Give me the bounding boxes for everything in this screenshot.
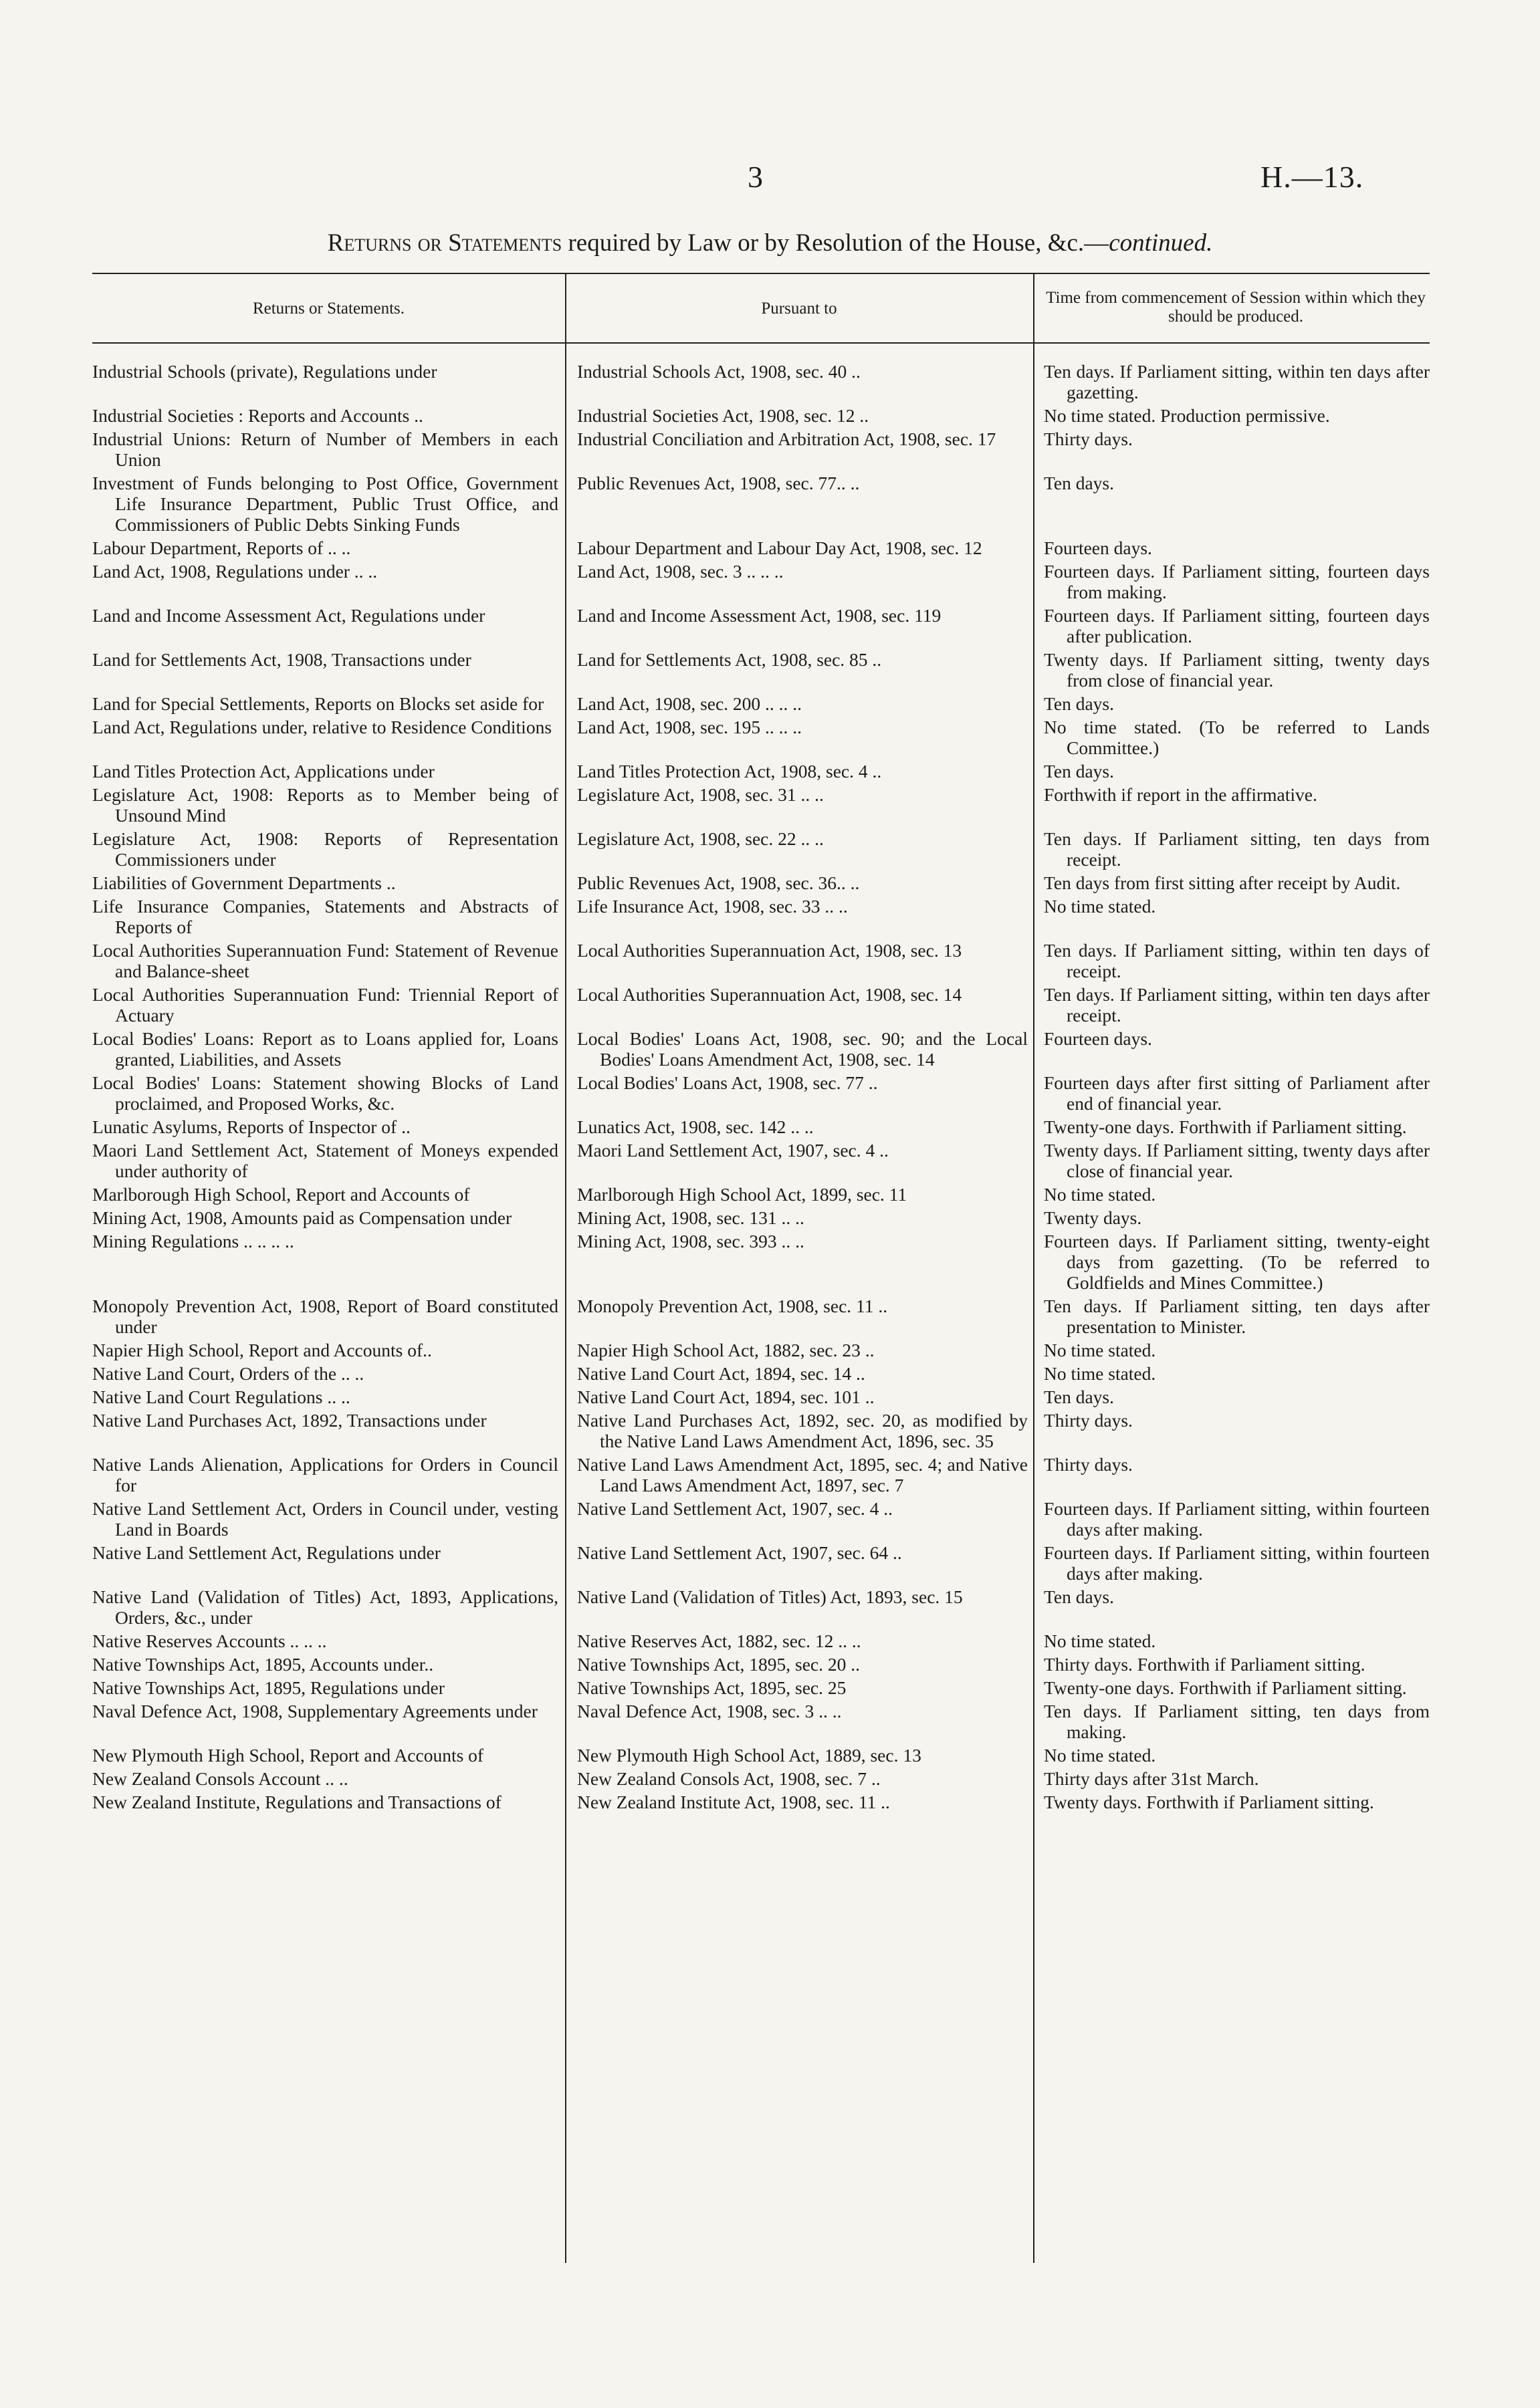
- returns-cell: Native Land (Validation of Titles) Act, 1893, Applications, Orders, &c., under: [92, 1586, 558, 1628]
- table-row: [92, 473, 1430, 535]
- pursuant-cell: Native Townships Act, 1895, sec. 20 ..: [577, 1654, 861, 1675]
- table-row: [92, 649, 1430, 691]
- pursuant-cell: New Zealand Institute Act, 1908, sec. 11 ..: [577, 1792, 890, 1812]
- time-cell: Twenty-one days. Forthwith if Parliament sitting.: [1044, 1116, 1407, 1137]
- time-cell: Ten days.: [1044, 473, 1114, 493]
- table-row: [92, 1410, 1430, 1451]
- returns-cell: Maori Land Settlement Act, Statement of Moneys expended under authority of: [92, 1140, 558, 1181]
- pursuant-cell: Lunatics Act, 1908, sec. 142 .. ..: [577, 1116, 814, 1137]
- time-cell: No time stated.: [1044, 1745, 1156, 1766]
- table-row: [92, 1363, 1430, 1384]
- pursuant-cell: Native Land (Validation of Titles) Act, 1893, sec. 15: [577, 1586, 963, 1607]
- returns-cell: Land Act, 1908, Regulations under .. ..: [92, 561, 378, 582]
- returns-cell: Native Reserves Accounts .. .. ..: [92, 1631, 327, 1651]
- table-body: [92, 361, 1430, 1815]
- returns-cell: Native Land Court Regulations .. ..: [92, 1387, 350, 1407]
- time-cell: Ten days. If Parliament sitting, ten days after presentation to Minister.: [1044, 1296, 1430, 1337]
- time-cell: Ten days from first sitting after receipt by Audit.: [1044, 872, 1401, 893]
- time-cell: No time stated. (To be referred to Lands Committee.): [1044, 717, 1430, 758]
- pursuant-cell: Mining Act, 1908, sec. 131 .. ..: [577, 1207, 804, 1228]
- time-cell: Twenty-one days. Forthwith if Parliament sitting.: [1044, 1677, 1407, 1698]
- returns-cell: Legislature Act, 1908: Reports as to Member being of Unsound Mind: [92, 784, 558, 826]
- returns-cell: Land for Settlements Act, 1908, Transactions under: [92, 649, 471, 670]
- returns-table: [92, 273, 1430, 2263]
- title-or: or: [417, 229, 442, 257]
- time-cell: No time stated.: [1044, 896, 1156, 917]
- table-row: [92, 1745, 1430, 1766]
- table-row: [92, 896, 1430, 937]
- pursuant-cell: Naval Defence Act, 1908, sec. 3 .. ..: [577, 1701, 842, 1721]
- table-row: [92, 537, 1430, 558]
- time-cell: Fourteen days. If Parliament sitting, within fourteen days after making.: [1044, 1498, 1430, 1540]
- returns-cell: Industrial Unions: Return of Number of Members in each Union: [92, 429, 558, 470]
- returns-cell: Native Land Settlement Act, Regulations under: [92, 1542, 441, 1563]
- column-header-time: Time from commencement of Session within which they should be produced.: [1046, 289, 1426, 326]
- pursuant-cell: Marlborough High School Act, 1899, sec. 11: [577, 1184, 907, 1205]
- pursuant-cell: Land Titles Protection Act, 1908, sec. 4 ..: [577, 761, 882, 781]
- time-cell: Ten days. If Parliament sitting, within ten days of receipt.: [1044, 940, 1430, 981]
- returns-cell: New Plymouth High School, Report and Accounts of: [92, 1745, 484, 1766]
- returns-cell: New Zealand Institute, Regulations and Transactions of: [92, 1792, 502, 1812]
- table-row: [92, 1542, 1430, 1584]
- table-row: [92, 984, 1430, 1026]
- table-row: [92, 405, 1430, 426]
- returns-cell: Lunatic Asylums, Reports of Inspector of ..: [92, 1116, 411, 1137]
- page-title: [0, 229, 1540, 257]
- pursuant-cell: Maori Land Settlement Act, 1907, sec. 4 ..: [577, 1140, 889, 1161]
- returns-cell: Land Titles Protection Act, Applications under: [92, 761, 435, 781]
- table-row: [92, 784, 1430, 826]
- pursuant-cell: Land Act, 1908, sec. 200 .. .. ..: [577, 693, 802, 714]
- time-cell: Twenty days. Forthwith if Parliament sitting.: [1044, 1792, 1374, 1812]
- time-cell: Fourteen days after first sitting of Parliament after end of financial year.: [1044, 1072, 1430, 1114]
- pursuant-cell: Mining Act, 1908, sec. 393 .. ..: [577, 1231, 804, 1251]
- time-cell: Ten days. If Parliament sitting, within ten days after receipt.: [1044, 984, 1430, 1026]
- table-row: [92, 828, 1430, 870]
- column-header-pursuant: Pursuant to: [761, 299, 837, 318]
- pursuant-cell: Public Revenues Act, 1908, sec. 77.. ..: [577, 473, 860, 493]
- returns-cell: Industrial Schools (private), Regulations under: [92, 361, 437, 382]
- pursuant-cell: Land and Income Assessment Act, 1908, sec. 119: [577, 605, 942, 626]
- table-row: [92, 1296, 1430, 1337]
- time-cell: Ten days.: [1044, 1387, 1114, 1407]
- returns-cell: Legislature Act, 1908: Reports of Representation Commissioners under: [92, 828, 558, 870]
- pursuant-cell: Public Revenues Act, 1908, sec. 36.. ..: [577, 872, 860, 893]
- pursuant-cell: Local Bodies' Loans Act, 1908, sec. 77 ..: [577, 1072, 878, 1093]
- pursuant-cell: Native Land Court Act, 1894, sec. 101 ..: [577, 1387, 875, 1407]
- pursuant-cell: New Zealand Consols Act, 1908, sec. 7 ..: [577, 1768, 881, 1789]
- returns-cell: Marlborough High School, Report and Accounts of: [92, 1184, 470, 1205]
- title-returns: Returns: [327, 229, 412, 257]
- returns-cell: Land Act, Regulations under, relative to Residence Conditions: [92, 717, 552, 737]
- returns-cell: Monopoly Prevention Act, 1908, Report of Board constituted under: [92, 1296, 558, 1337]
- returns-cell: Liabilities of Government Departments ..: [92, 872, 396, 893]
- pursuant-cell: Native Townships Act, 1895, sec. 25: [577, 1677, 847, 1698]
- pursuant-cell: Native Reserves Act, 1882, sec. 12 .. ..: [577, 1631, 861, 1651]
- time-cell: Twenty days. If Parliament sitting, twenty days after close of financial year.: [1044, 1140, 1430, 1181]
- pursuant-cell: Land for Settlements Act, 1908, sec. 85 ..: [577, 649, 882, 670]
- header-bottom-rule: [92, 342, 1430, 344]
- time-cell: Ten days. If Parliament sitting, ten days from making.: [1044, 1701, 1430, 1742]
- table-row: [92, 717, 1430, 758]
- table-row: [92, 1701, 1430, 1742]
- returns-cell: Native Lands Alienation, Applications for Orders in Council for: [92, 1454, 558, 1495]
- returns-cell: Mining Regulations .. .. .. ..: [92, 1231, 294, 1251]
- title-statements: Statements: [448, 229, 562, 257]
- table-row: [92, 1792, 1430, 1812]
- returns-cell: Investment of Funds belonging to Post Office, Government Life Insurance Department, Public Trust Office, and Commissioners of Public Debts Sinking Funds: [92, 473, 558, 535]
- time-cell: Thirty days. Forthwith if Parliament sitting.: [1044, 1654, 1365, 1675]
- time-cell: No time stated.: [1044, 1363, 1156, 1384]
- pursuant-cell: Native Land Purchases Act, 1892, sec. 20, as modified by the Native Land Laws Amendment Act, 1896, sec. 35: [577, 1410, 1028, 1451]
- table-row: [92, 693, 1430, 714]
- returns-cell: Local Authorities Superannuation Fund: Triennial Report of Actuary: [92, 984, 558, 1026]
- pursuant-cell: Life Insurance Act, 1908, sec. 33 .. ..: [577, 896, 848, 917]
- table-row: [92, 361, 1430, 402]
- time-cell: No time stated. Production permissive.: [1044, 405, 1330, 426]
- time-cell: No time stated.: [1044, 1184, 1156, 1205]
- time-cell: Thirty days.: [1044, 1410, 1133, 1431]
- pursuant-cell: Industrial Societies Act, 1908, sec. 12 ..: [577, 405, 869, 426]
- table-row: [92, 872, 1430, 893]
- returns-cell: Native Townships Act, 1895, Accounts under..: [92, 1654, 434, 1675]
- document-code: H.—13.: [1260, 160, 1364, 194]
- time-cell: Fourteen days. If Parliament sitting, fourteen days from making.: [1044, 561, 1430, 602]
- table-row: [92, 605, 1430, 646]
- returns-cell: Labour Department, Reports of .. ..: [92, 537, 351, 558]
- pursuant-cell: Local Authorities Superannuation Act, 1908, sec. 14: [577, 984, 962, 1005]
- time-cell: Fourteen days. If Parliament sitting, within fourteen days after making.: [1044, 1542, 1430, 1584]
- returns-cell: Land for Special Settlements, Reports on Blocks set aside for: [92, 693, 544, 714]
- table-row: [92, 1028, 1430, 1070]
- time-cell: No time stated.: [1044, 1631, 1156, 1651]
- table-row: [92, 1184, 1430, 1205]
- time-cell: Fourteen days. If Parliament sitting, fourteen days after publication.: [1044, 605, 1430, 646]
- time-cell: Fourteen days. If Parliament sitting, twenty-eight days from gazetting. (To be referred to Goldfields and Mines Committee.): [1044, 1231, 1430, 1293]
- returns-cell: Native Land Purchases Act, 1892, Transactions under: [92, 1410, 487, 1431]
- time-cell: Ten days.: [1044, 693, 1114, 714]
- table-top-rule: [92, 273, 1430, 274]
- time-cell: Fourteen days.: [1044, 537, 1152, 558]
- time-cell: Ten days. If Parliament sitting, within ten days after gazetting.: [1044, 361, 1430, 402]
- table-row: [92, 1231, 1430, 1293]
- table-row: [92, 1207, 1430, 1228]
- pursuant-cell: Local Bodies' Loans Act, 1908, sec. 90; and the Local Bodies' Loans Amendment Act, 1908, sec. 14: [577, 1028, 1028, 1070]
- time-cell: Ten days. If Parliament sitting, ten days from receipt.: [1044, 828, 1430, 870]
- table-row: [92, 1340, 1430, 1360]
- pursuant-cell: New Plymouth High School Act, 1889, sec. 13: [577, 1745, 921, 1766]
- time-cell: Fourteen days.: [1044, 1028, 1152, 1049]
- returns-cell: New Zealand Consols Account .. ..: [92, 1768, 348, 1789]
- pursuant-cell: Legislature Act, 1908, sec. 31 .. ..: [577, 784, 824, 805]
- time-cell: Thirty days after 31st March.: [1044, 1768, 1259, 1789]
- page-number: 3: [748, 160, 763, 194]
- pursuant-cell: Native Land Laws Amendment Act, 1895, sec. 4; and Native Land Laws Amendment Act, 1897, sec. 7: [577, 1454, 1028, 1495]
- returns-cell: Local Bodies' Loans: Report as to Loans applied for, Loans granted, Liabilities, and Assets: [92, 1028, 558, 1070]
- pursuant-cell: Industrial Schools Act, 1908, sec. 40 ..: [577, 361, 861, 382]
- time-cell: Thirty days.: [1044, 429, 1133, 449]
- pursuant-cell: Local Authorities Superannuation Act, 1908, sec. 13: [577, 940, 962, 961]
- returns-cell: Mining Act, 1908, Amounts paid as Compensation under: [92, 1207, 512, 1228]
- table-row: [92, 1768, 1430, 1789]
- time-cell: Ten days.: [1044, 1586, 1114, 1607]
- table-row: [92, 1631, 1430, 1651]
- table-row: [92, 1454, 1430, 1495]
- pursuant-cell: Labour Department and Labour Day Act, 1908, sec. 12: [577, 537, 982, 558]
- table-row: [92, 1140, 1430, 1181]
- time-cell: Twenty days. If Parliament sitting, twenty days from close of financial year.: [1044, 649, 1430, 691]
- table-row: [92, 761, 1430, 781]
- pursuant-cell: Land Act, 1908, sec. 3 .. .. ..: [577, 561, 784, 582]
- table-row: [92, 1387, 1430, 1407]
- title-rest: required by Law or by Resolution of the House, &c.—: [568, 229, 1109, 257]
- returns-cell: Life Insurance Companies, Statements and Abstracts of Reports of: [92, 896, 558, 937]
- pursuant-cell: Native Land Court Act, 1894, sec. 14 ..: [577, 1363, 865, 1384]
- title-continued: continued.: [1109, 229, 1213, 257]
- table-row: [92, 429, 1430, 470]
- returns-cell: Native Townships Act, 1895, Regulations under: [92, 1677, 445, 1698]
- returns-cell: Local Bodies' Loans: Statement showing Blocks of Land proclaimed, and Proposed Works, &c.: [92, 1072, 558, 1114]
- returns-cell: Land and Income Assessment Act, Regulations under: [92, 605, 485, 626]
- pursuant-cell: Land Act, 1908, sec. 195 .. .. ..: [577, 717, 802, 737]
- time-cell: Thirty days.: [1044, 1454, 1133, 1475]
- returns-cell: Local Authorities Superannuation Fund: Statement of Revenue and Balance-sheet: [92, 940, 558, 981]
- pursuant-cell: Native Land Settlement Act, 1907, sec. 64 ..: [577, 1542, 902, 1563]
- table-row: [92, 1586, 1430, 1628]
- table-row: [92, 940, 1430, 981]
- pursuant-cell: Industrial Conciliation and Arbitration Act, 1908, sec. 17: [577, 429, 996, 449]
- pursuant-cell: Monopoly Prevention Act, 1908, sec. 11 ..: [577, 1296, 888, 1316]
- table-row: [92, 1116, 1430, 1137]
- returns-cell: Native Land Settlement Act, Orders in Council under, vesting Land in Boards: [92, 1498, 558, 1540]
- time-cell: Twenty days.: [1044, 1207, 1142, 1228]
- returns-cell: Native Land Court, Orders of the .. ..: [92, 1363, 364, 1384]
- table-row: [92, 1072, 1430, 1114]
- column-header-returns: Returns or Statements.: [252, 299, 405, 318]
- returns-cell: Napier High School, Report and Accounts of..: [92, 1340, 432, 1360]
- pursuant-cell: Napier High School Act, 1882, sec. 23 ..: [577, 1340, 875, 1360]
- returns-cell: Naval Defence Act, 1908, Supplementary Agreements under: [92, 1701, 538, 1721]
- table-row: [92, 1677, 1430, 1698]
- pursuant-cell: Legislature Act, 1908, sec. 22 .. ..: [577, 828, 824, 849]
- time-cell: Ten days.: [1044, 761, 1114, 781]
- table-row: [92, 561, 1430, 602]
- table-row: [92, 1654, 1430, 1675]
- table-row: [92, 1498, 1430, 1540]
- pursuant-cell: Native Land Settlement Act, 1907, sec. 4 ..: [577, 1498, 893, 1519]
- time-cell: Forthwith if report in the affirmative.: [1044, 784, 1317, 805]
- returns-cell: Industrial Societies : Reports and Accounts ..: [92, 405, 423, 426]
- time-cell: No time stated.: [1044, 1340, 1156, 1360]
